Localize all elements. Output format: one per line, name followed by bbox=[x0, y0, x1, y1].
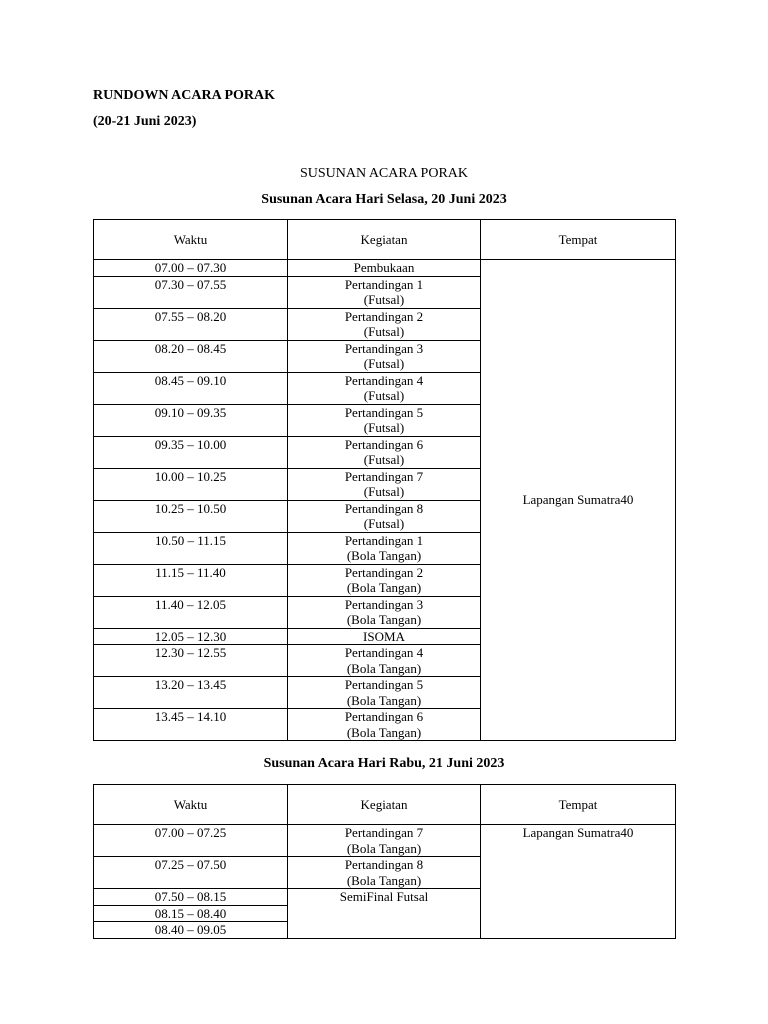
activity-cell bbox=[288, 532, 481, 564]
time-cell: 08.40 – 09.05 bbox=[94, 922, 288, 939]
column-header-time: Waktu bbox=[94, 785, 288, 825]
activity-text: Pertandingan 7 bbox=[344, 468, 424, 484]
activity-cell bbox=[288, 276, 481, 308]
time-cell: 08.45 – 09.10 bbox=[94, 372, 288, 404]
activity-detail: (Futsal) bbox=[363, 484, 405, 499]
activity-cell bbox=[288, 404, 481, 436]
activity-text: Pertandingan 8 bbox=[344, 500, 424, 516]
activity-cell bbox=[288, 260, 481, 277]
venue-cell: Lapangan Sumatra40 bbox=[481, 260, 676, 741]
activity-text: ISOMA bbox=[363, 628, 405, 644]
day2-title: Susunan Acara Hari Rabu, 21 Juni 2023 bbox=[263, 756, 505, 771]
activity-detail: (Bola Tangan) bbox=[346, 872, 422, 888]
column-header-time: Waktu bbox=[94, 220, 288, 260]
activity-text: Pertandingan 2 bbox=[344, 564, 424, 580]
time-cell: 07.50 – 08.15 bbox=[94, 889, 288, 906]
activity-cell bbox=[288, 857, 481, 889]
document-title: RUNDOWN ACARA PORAK bbox=[93, 88, 275, 103]
activity-cell bbox=[288, 564, 481, 596]
activity-cell bbox=[288, 468, 481, 500]
table-row bbox=[94, 825, 676, 857]
activity-detail: (Futsal) bbox=[363, 292, 405, 307]
activity-cell bbox=[288, 645, 481, 677]
activity-detail: (Futsal) bbox=[363, 356, 405, 371]
activity-detail: (Futsal) bbox=[363, 452, 405, 467]
time-cell: 07.00 – 07.25 bbox=[94, 825, 288, 857]
activity-text: Pertandingan 7 bbox=[344, 825, 424, 840]
time-cell: 07.00 – 07.30 bbox=[94, 260, 288, 277]
activity-detail: (Bola Tangan) bbox=[346, 840, 422, 856]
time-cell: 09.10 – 09.35 bbox=[94, 404, 288, 436]
time-cell: 10.25 – 10.50 bbox=[94, 500, 288, 532]
time-cell: 08.20 – 08.45 bbox=[94, 340, 288, 372]
time-cell: 11.15 – 11.40 bbox=[94, 564, 288, 596]
activity-text: Pertandingan 6 bbox=[344, 709, 424, 724]
activity-detail: (Bola Tangan) bbox=[346, 692, 422, 708]
activity-text: Pertandingan 8 bbox=[344, 857, 424, 872]
activity-text: Pertandingan 3 bbox=[344, 596, 424, 612]
activity-detail: (Bola Tangan) bbox=[346, 580, 422, 595]
column-header-venue: Tempat bbox=[481, 785, 676, 825]
table-header-row bbox=[94, 785, 676, 825]
day1-title: Susunan Acara Hari Selasa, 20 Juni 2023 bbox=[261, 192, 507, 207]
activity-cell bbox=[288, 825, 481, 857]
activity-detail: (Bola Tangan) bbox=[346, 548, 422, 563]
activity-text: Pertandingan 5 bbox=[344, 404, 424, 420]
activity-cell bbox=[288, 436, 481, 468]
section-title: SUSUNAN ACARA PORAK bbox=[299, 166, 469, 181]
activity-detail: (Futsal) bbox=[363, 388, 405, 403]
activity-cell bbox=[288, 596, 481, 628]
activity-text: Pertandingan 2 bbox=[344, 308, 424, 324]
time-cell: 10.50 – 11.15 bbox=[94, 532, 288, 564]
time-cell: 07.55 – 08.20 bbox=[94, 308, 288, 340]
activity-detail: (Futsal) bbox=[363, 324, 405, 339]
day2-schedule-table bbox=[93, 784, 676, 939]
time-cell: 12.05 – 12.30 bbox=[94, 628, 288, 645]
activity-cell bbox=[288, 628, 481, 645]
activity-detail: (Bola Tangan) bbox=[346, 724, 422, 740]
activity-text: Pertandingan 1 bbox=[344, 532, 424, 548]
venue-cell: Lapangan Sumatra40 bbox=[481, 825, 676, 939]
table-row bbox=[94, 260, 676, 277]
column-header-activity: Kegiatan bbox=[288, 785, 481, 825]
activity-cell bbox=[288, 677, 481, 709]
activity-cell: SemiFinal Futsal bbox=[288, 889, 481, 939]
time-cell: 07.30 – 07.55 bbox=[94, 276, 288, 308]
activity-cell bbox=[288, 308, 481, 340]
activity-detail: (Futsal) bbox=[363, 516, 405, 531]
time-cell: 13.45 – 14.10 bbox=[94, 709, 288, 741]
activity-cell bbox=[288, 340, 481, 372]
time-cell: 10.00 – 10.25 bbox=[94, 468, 288, 500]
table-header-row bbox=[94, 220, 676, 260]
activity-text: Pertandingan 6 bbox=[344, 436, 424, 452]
time-cell: 09.35 – 10.00 bbox=[94, 436, 288, 468]
activity-cell bbox=[288, 500, 481, 532]
activity-cell bbox=[288, 709, 481, 741]
time-cell: 13.20 – 13.45 bbox=[94, 677, 288, 709]
activity-text: Pertandingan 4 bbox=[344, 372, 424, 388]
activity-text: Pertandingan 1 bbox=[344, 276, 424, 292]
activity-text: Pertandingan 4 bbox=[344, 645, 424, 660]
activity-text: Pembukaan bbox=[353, 260, 415, 275]
activity-detail: (Futsal) bbox=[363, 420, 405, 435]
day1-schedule-table bbox=[93, 219, 676, 741]
activity-cell bbox=[288, 372, 481, 404]
activity-text: Pertandingan 3 bbox=[344, 340, 424, 356]
column-header-activity: Kegiatan bbox=[288, 220, 481, 260]
time-cell: 08.15 – 08.40 bbox=[94, 905, 288, 922]
time-cell: 11.40 – 12.05 bbox=[94, 596, 288, 628]
document-dates: (20-21 Juni 2023) bbox=[93, 114, 197, 129]
time-cell: 12.30 – 12.55 bbox=[94, 645, 288, 677]
activity-text: Pertandingan 5 bbox=[344, 677, 424, 692]
column-header-venue: Tempat bbox=[481, 220, 676, 260]
activity-detail: (Bola Tangan) bbox=[346, 660, 422, 676]
activity-detail: (Bola Tangan) bbox=[346, 612, 422, 627]
time-cell: 07.25 – 07.50 bbox=[94, 857, 288, 889]
